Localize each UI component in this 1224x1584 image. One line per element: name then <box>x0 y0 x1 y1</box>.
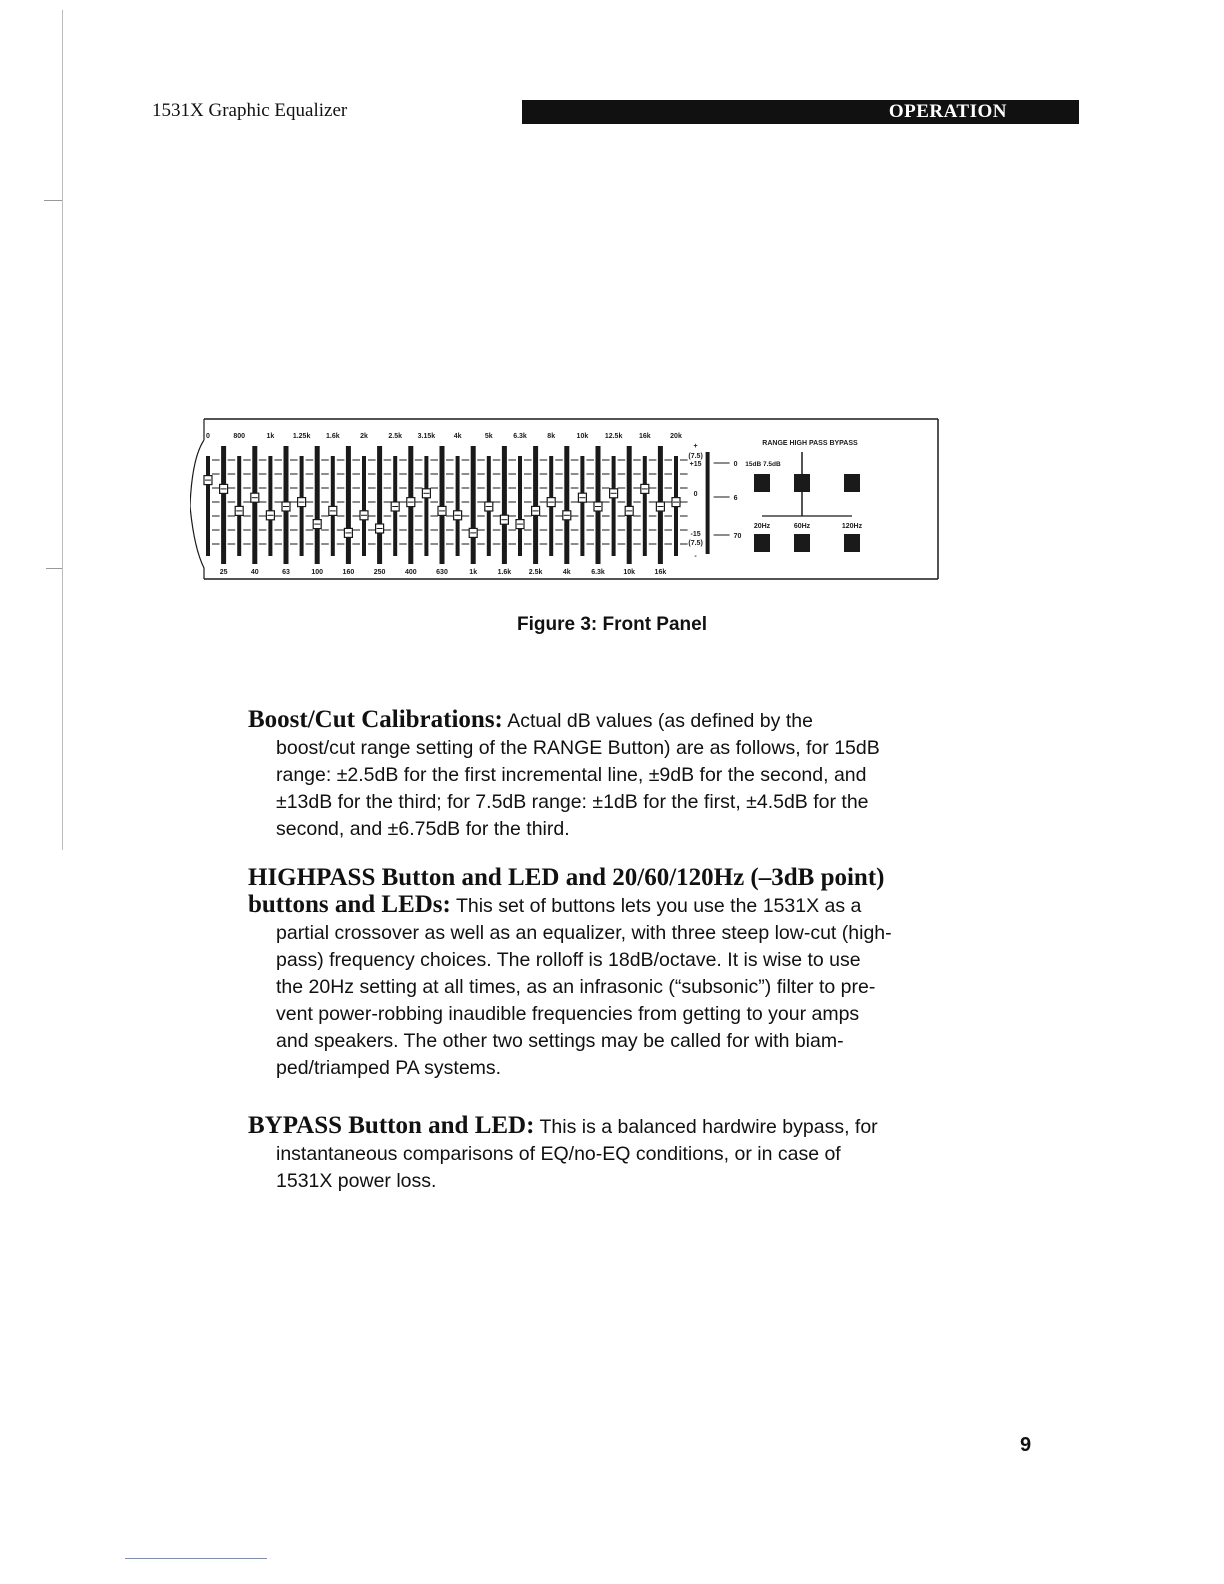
top-frequency-label: 1.6k <box>325 433 340 440</box>
scan-margin-line <box>62 10 63 850</box>
section-bypass <box>248 1112 948 1195</box>
section-first-line: Actual dB values (as defined by the <box>507 710 813 732</box>
bottom-frequency-label: 1k <box>469 569 478 576</box>
highpass-frequency-label: 120Hz <box>841 523 863 530</box>
top-frequency-label: 10k <box>576 433 589 440</box>
panel-button-top <box>844 474 860 492</box>
meter-label: 0 <box>733 461 738 468</box>
bottom-frequency-label: 16k <box>654 569 667 576</box>
scale-label: (7.5) <box>688 540 703 547</box>
highpass-frequency-label: 60Hz <box>793 523 811 530</box>
top-frequency-label: 20k <box>670 433 682 440</box>
top-frequency-label: 2.5k <box>388 433 403 440</box>
section-heading-continued: buttons and LEDs: <box>248 891 451 918</box>
scale-label: (7.5) <box>688 453 703 460</box>
top-frequency-label: 5k <box>484 433 493 440</box>
meter-label: 70 <box>733 533 742 540</box>
section-heading: HIGHPASS Button and LED and 20/60/120Hz (–3dB point) <box>248 864 885 891</box>
top-frequency-label: 12.5k <box>604 433 623 440</box>
bottom-frequency-label: 6.3k <box>591 569 605 576</box>
section-line: vent power-robbing inaudible frequencies from getting to your amps <box>276 1003 860 1025</box>
section-line: second, and ±6.75dB for the third. <box>276 818 570 840</box>
figure-caption: Figure 3: Front Panel <box>516 614 708 635</box>
top-frequency-label: 0 <box>206 433 210 440</box>
panel-button-bottom <box>844 534 860 552</box>
front-panel-figure <box>190 418 950 594</box>
bottom-frequency-label: 10k <box>623 569 636 576</box>
section-line: 1531X power loss. <box>276 1170 437 1192</box>
scale-label: +15 <box>689 461 702 468</box>
bottom-frequency-label: 100 <box>311 569 324 576</box>
scale-label: + <box>693 443 698 450</box>
scan-margin-tick <box>46 568 62 569</box>
bottom-frequency-label: 160 <box>342 569 355 576</box>
front-panel-drawing <box>190 418 950 594</box>
scan-margin-tick <box>44 200 62 201</box>
panel-button-top <box>794 474 810 492</box>
top-frequency-label: 4k <box>453 433 462 440</box>
meter-label: 6 <box>733 495 738 502</box>
panel-button-bottom <box>794 534 810 552</box>
section-line: instantaneous comparisons of EQ/no-EQ conditions, or in case of <box>276 1143 841 1165</box>
top-frequency-label: 1k <box>266 433 275 440</box>
bottom-frequency-label: 2.5k <box>528 569 543 576</box>
section-line: partial crossover as well as an equalizer, with three steep low-cut (high- <box>276 922 892 944</box>
buttons-top-label: RANGE HIGH PASS BYPASS <box>762 440 858 447</box>
section-boost-cut <box>248 706 948 843</box>
scale-label: - <box>694 553 697 560</box>
section-line: and speakers. The other two settings may be called for with biam- <box>276 1030 844 1052</box>
section-heading: Boost/Cut Calibrations: <box>248 706 503 733</box>
section-header-bar <box>522 100 1079 124</box>
section-highpass <box>248 864 948 1082</box>
top-frequency-label: 2k <box>360 433 368 440</box>
top-frequency-label: 3.15k <box>417 433 436 440</box>
bottom-frequency-label: 400 <box>404 569 417 576</box>
bottom-frequency-label: 40 <box>250 569 259 576</box>
footer-rule <box>125 1558 267 1559</box>
running-header-title: 1531X Graphic Equalizer <box>152 100 348 121</box>
section-line: pass) frequency choices. The rolloff is 18dB/octave. It is wise to use <box>276 949 861 971</box>
panel-button-top <box>754 474 770 492</box>
scale-label: -15 <box>690 531 701 538</box>
page-number: 9 <box>1020 1434 1032 1456</box>
section-line: range: ±2.5dB for the first incremental line, ±9dB for the second, and <box>276 764 867 786</box>
panel-left-curve <box>190 419 204 579</box>
top-frequency-label: 800 <box>233 433 246 440</box>
bottom-frequency-label: 25 <box>219 569 228 576</box>
section-heading: BYPASS Button and LED: <box>248 1112 535 1139</box>
bottom-frequency-label: 63 <box>282 569 290 576</box>
top-frequency-label: 6.3k <box>513 433 527 440</box>
bottom-frequency-label: 4k <box>562 569 571 576</box>
bottom-frequency-label: 250 <box>373 569 386 576</box>
bottom-frequency-label: 1.6k <box>497 569 512 576</box>
section-line: ped/triamped PA systems. <box>276 1057 502 1079</box>
highpass-frequency-label: 20Hz <box>753 523 771 530</box>
top-frequency-label: 8k <box>547 433 556 440</box>
section-first-line: This is a balanced hardwire bypass, for <box>539 1116 878 1138</box>
section-line: boost/cut range setting of the RANGE Button) are as follows, for 15dB <box>276 737 880 759</box>
top-frequency-label: 1.25k <box>292 433 311 440</box>
section-line: ±13dB for the third; for 7.5dB range: ±1dB for the first, ±4.5dB for the <box>276 791 869 813</box>
scale-label: 0 <box>693 491 698 498</box>
section-line: the 20Hz setting at all times, as an infrasonic (“subsonic”) filter to pre- <box>276 976 876 998</box>
section-first-line: This set of buttons lets you use the 1531X as a <box>455 895 862 917</box>
panel-button-bottom <box>754 534 770 552</box>
range-values-label: 15dB 7.5dB <box>745 461 781 468</box>
bottom-frequency-label: 630 <box>436 569 448 576</box>
section-header-label: OPERATION <box>888 101 1007 122</box>
top-frequency-label: 16k <box>638 433 651 440</box>
